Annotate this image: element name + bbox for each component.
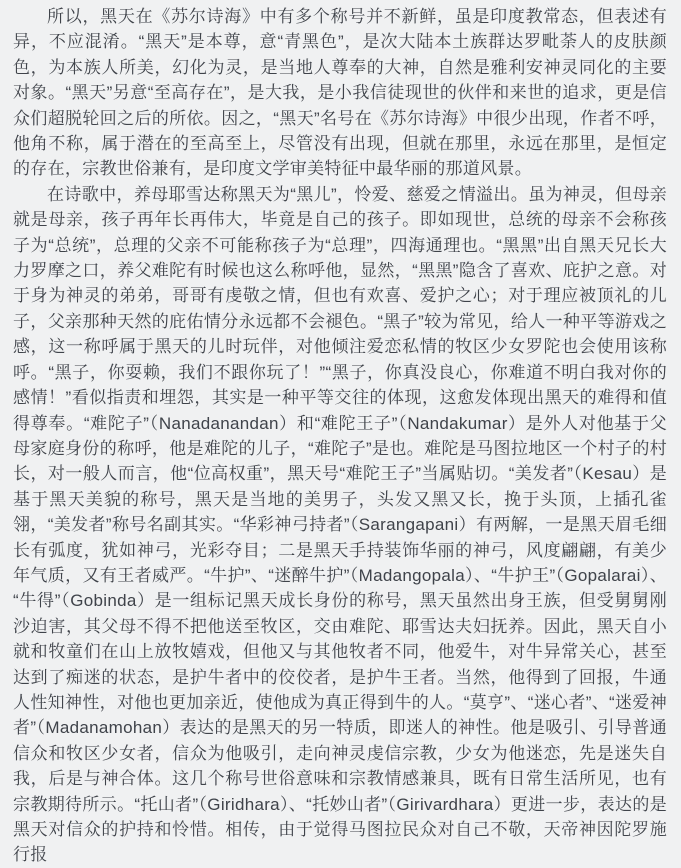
- body-text-paragraph: 在诗歌中，养母耶雪达称黑天为“黑儿”，怜爱、慈爱之情溢出。虽为神灵，但母亲就是母亲，孩子再年长再伟大，毕竟是自己的孩子。即如现世，总统的母亲不会称孩子为“总统”，总理的父亲不可能称孩子为“总理”，四海通理也。“黑黑”出自黑天兄长大力罗摩之口，养父难陀有时候也这么称呼他，显然，“黑黑”隐含了喜欢、庇护之意。对于身为神灵的弟弟，哥哥有虔敬之情，但也有欢喜、爱护之心；对于理应被顶礼的儿子，父亲那种天然的庇佑情分永远都不会褪色。“黑子”较为常见，给人一种平等游戏之感，这一称呼属于黑天的儿时玩伴，对他倾注爱恋私情的牧区少女罗陀也会使用该称呼。“黑子，你耍赖，我们不跟你玩了！”“黑子，你真没良心，你难道不明白我对你的感情！”看似指责和埋怨，其实是一种平等交往的体现，这愈发体现出黑天的难得和值得尊奉。“难陀子”（Nanadanandan）和“难陀王子”（Nandakumar）是外人对他基于父母家庭身份的称呼，他是难陀的儿子，“难陀子”是也。难陀是马图拉地区一个村子的村长，对一般人而言，他“位高权重”，黑天号“难陀王子”当属贴切。“美发者”（Kesau）是基于黑天美貌的称号，黑天是当地的美男子，头发又黑又长，挽于头顶，上插孔雀翎，“美发者”称号名副其实。“华彩神弓持者”（Sarangapani）有两解，一是黑天眉毛细长有弧度，犹如神弓，光彩夺目；二是黑天手持装饰华丽的神弓，风度翩翩，有美少年气质，又有王者威严。“牛护”、“迷醉牛护”（Madangopala）、“牛护王”（Gopalarai）、“牛得”（Gobinda）是一组标记黑天成长身份的称号，黑天虽然出身王族，但受舅舅刚沙迫害，其父母不得不把他送至牧区，交由难陀、耶雪达夫妇抚养。因此，黑天自小就和牧童们在山上放牧嬉戏，但他又与其他牧者不同，他爱牛，对牛异常关心，甚至达到了痴迷的状态，是护牛者中的佼佼者，是护牛王者。当然，他得到了回报，牛通人性知神性，对他也更加亲近，使他成为真正得到牛的人。“莫亨”、“迷心者”、“迷爱神者”（Madanamohan）表达的是黑天的另一特质，即迷人的神性。他是吸引、引导普通信众和牧区少女者，信众为他吸引，走向神灵虔信宗教，少女为他迷恋，先是迷失自我，后是与神合体。这几个称号世俗意味和宗教情感兼具，既有日常生活所见，也有宗教期待所示。“托山者”（Giridhara）、“托妙山者”（Girivardhara）更进一步，表达的是黑天对信众的护持和怜惜。相传，由于觉得马图拉民众对自己不敬，天帝神因陀罗施行报: [13, 184, 667, 865]
- body-text-paragraph: 所以，黑天在《苏尔诗海》中有多个称号并不新鲜，虽是印度教常态，但表述有异，不应混淆。“黑天”是本尊，意“青黑色”，是次大陆本土族群达罗毗荼人的皮肤颜色，为本族人所美，幻化为灵，是当地人尊奉的大神，自然是雅利安神灵同化的主要对象。“黑天”另意“至高存在”，是大我，是小我信徒现世的伙伴和来世的追求，更是信众们超脱轮回之后的所依。因之，“黑天”名号在《苏尔诗海》中很少出现，作者不呼，他角不称，属于潜在的至高至上，尽管没有出现，但就在那里，永远在那里，是恒定的存在，宗教世俗兼有，是印度文学审美特征中最华丽的那道风景。: [13, 7, 667, 179]
